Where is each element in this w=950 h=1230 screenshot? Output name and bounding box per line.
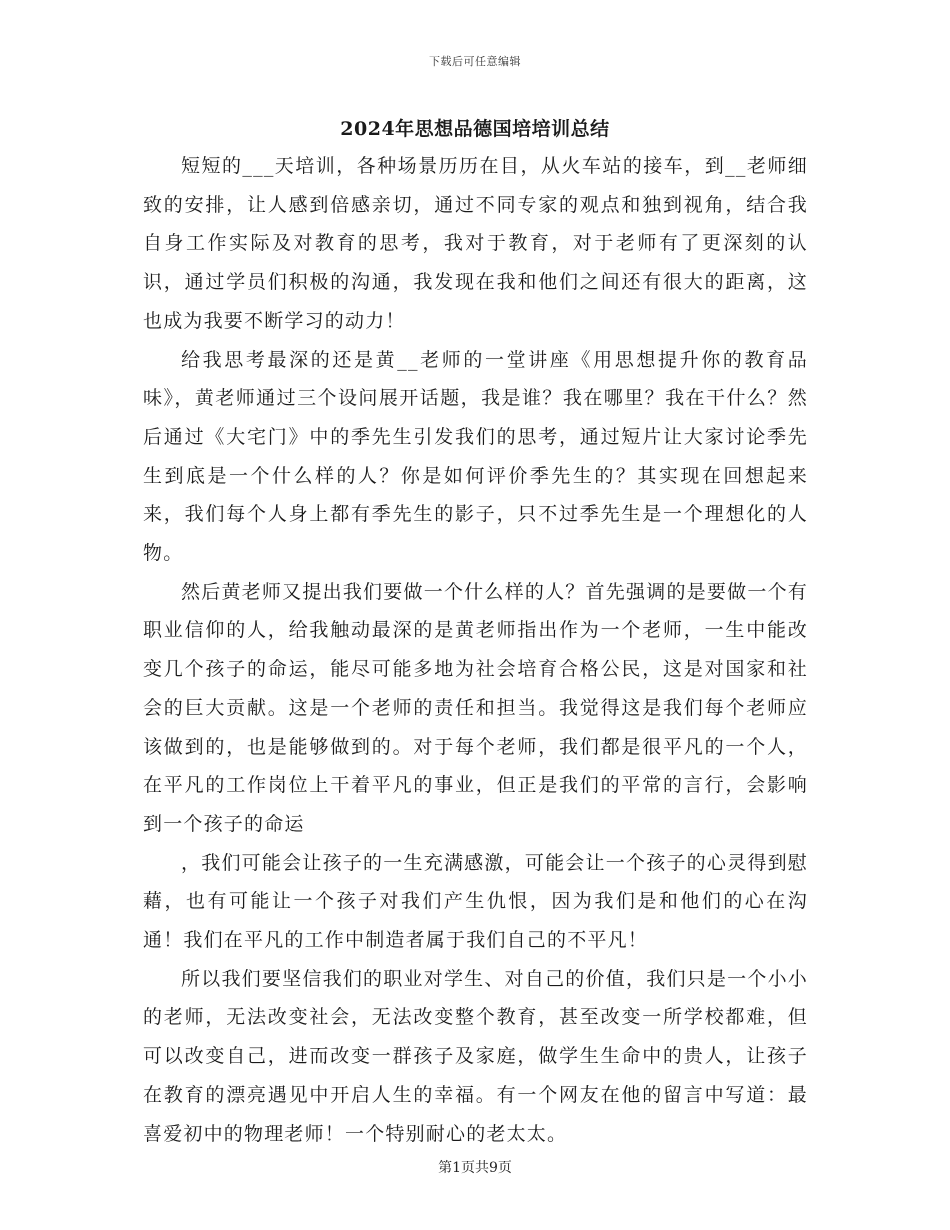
paragraph-3: 然后黄老师又提出我们要做一个什么样的人？首先强调的是要做一个有职业信仰的人，给我触动最深的是黄老师指出作为一个老师，一生中能改变几个孩子的命运，能尽可能多地为社会培育合格公民，这是对国家和社会的巨大贡献。这是一个老师的责任和担当。我觉得这是我们每个老师应该做到的，也是能够做到的。对于每个老师，我们都是很平凡的一个人，在平凡的工作岗位上干着平凡的事业，但正是我们的平常的言行，会影响到一个孩子的命运 [143, 580, 808, 835]
document-body [143, 147, 808, 1153]
page-number: 第1页共9页 [438, 1160, 512, 1176]
paragraph-2: 给我思考最深的还是黄__老师的一堂讲座《用思想提升你的教育品味》，黄老师通过三个设问展开话题，我是谁？我在哪里？我在干什么？然后通过《大宅门》中的季先生引发我们的思考，通过短片让大家讨论季先生到底是一个什么样的人？你是如何评价季先生的？其实现在回想起来来，我们每个人身上都有季先生的影子，只不过季先生是一个理想化的人物。 [143, 348, 808, 565]
paragraph-4: ，我们可能会让孩子的一生充满感激，可能会让一个孩子的心灵得到慰藉，也有可能让一个孩子对我们产生仇恨，因为我们是和他们的心在沟通！我们在平凡的工作中制造者属于我们自己的不平凡！ [143, 851, 808, 952]
paragraph-5: 所以我们要坚信我们的职业对学生、对自己的价值，我们只是一个小小的老师，无法改变社会，无法改变整个教育，甚至改变一所学校都难，但可以改变自己，进而改变一群孩子及家庭，做学生生命中的贵人，让孩子在教育的漂亮遇见中开启人生的幸福。有一个网友在他的留言中写道：最喜爱初中的物理老师！一个特别耐心的老太太。 [143, 967, 808, 1145]
header-note: 下载后可任意编辑 [429, 55, 521, 68]
document-title: 2024年思想品德国培培训总结 [340, 118, 610, 140]
paragraph-1: 短短的___天培训，各种场景历历在目，从火车站的接车，到__老师细致的安排，让人感到倍感亲切，通过不同专家的观点和独到视角，结合我自身工作实际及对教育的思考，我对于教育，对于老师有了更深刻的认识，通过学员们积极的沟通，我发现在我和他们之间还有很大的距离，这也成为我要不断学习的动力！ [143, 155, 808, 332]
